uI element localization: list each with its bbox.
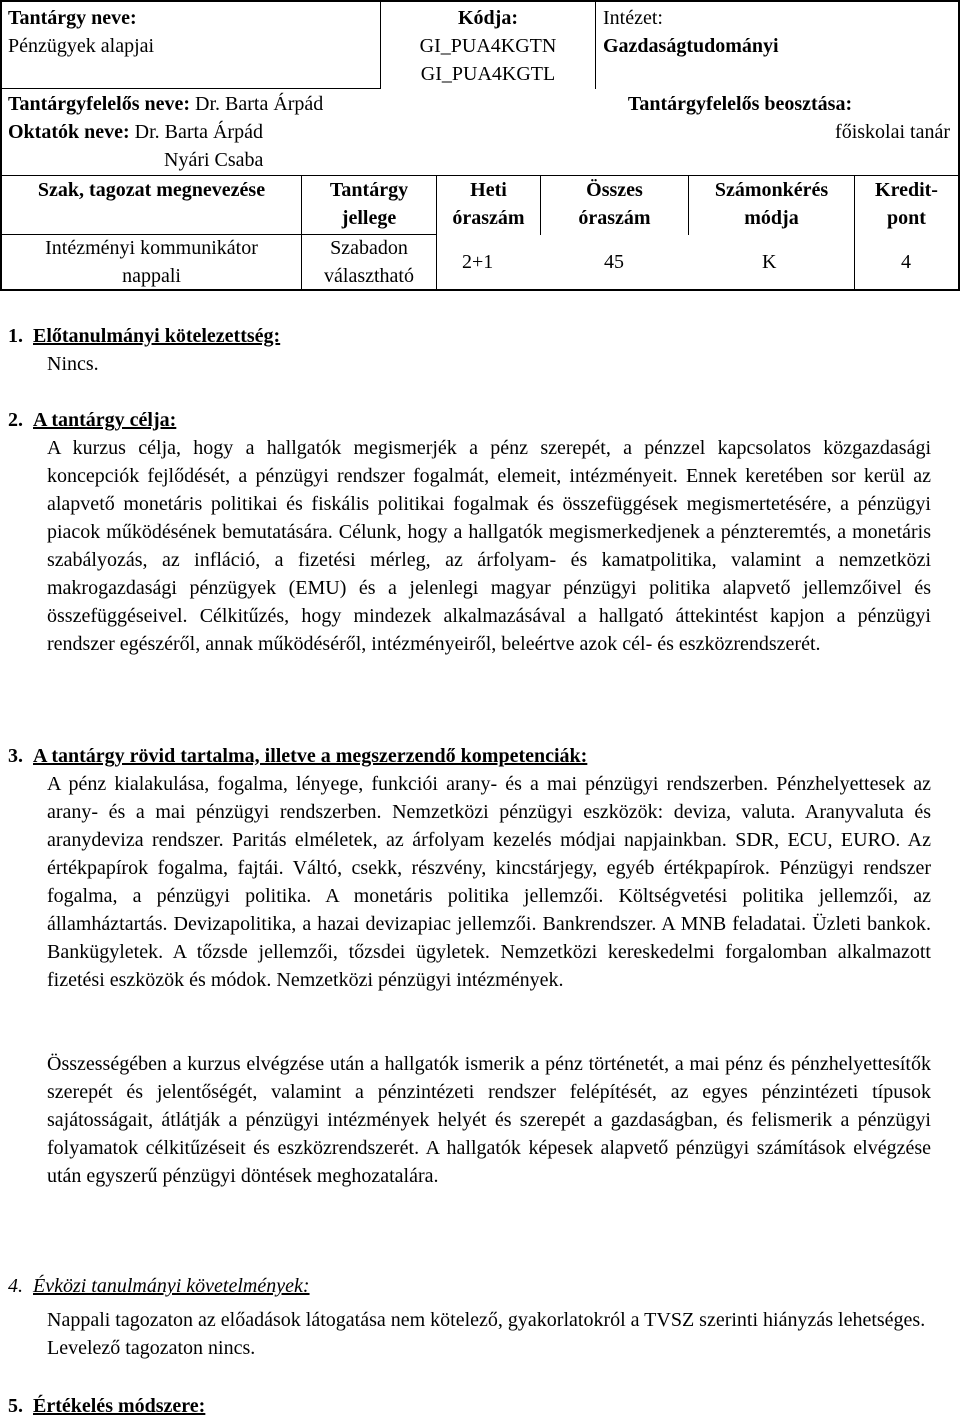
total-hours: 45 (604, 251, 624, 273)
section-2-body: A kurzus célja, hogy a hallgatók megismerjék a pénz szerepét, a pénzzel kapcsolatos közgazdasági koncepciók fejlődését, a pénzügyi rendszer fogalmát, elemeit, intézményeit. Ennek keretében sor kerül az alapvető monetáris politikai és fiskális politikai fogalmak és összefüggések megismertetésére, a pénzügyi piacok működésének bemutatására. Célunk, hogy a hallgatók megismerkedjenek a pénzteremtés, a monetáris szabályozás, az infláció, a fizetési mérleg, az árfolyam- és kamatpolitika, valamint a nemzetközi makrogazdasági pénzügyek (EMU) és a jelenlegi magyar pénzügyi politika alapvető jellemzőivel és összefüggéseivel. Célkitűzés, hogy mindezek alkalmazásával a hallgató áttekintést kapjon a pénzügyi rendszer egészéről, annak működéséről, intézményeiről, beleértve azok cél- és eszközrendszerét. (47, 437, 931, 655)
instructors: Oktatók neve: Dr. Barta Árpád (8, 121, 263, 143)
col-total-header-2: óraszám (578, 207, 651, 229)
institute-name: Gazdaságtudományi (603, 35, 779, 57)
section-3-heading: 3. A tantárgy rövid tartalma, illetve a megszerzendő kompetenciák: (8, 745, 588, 767)
code-label: Kódja: (458, 7, 518, 29)
subject-label: Tantárgy neve: (8, 7, 137, 29)
institute-label: Intézet: (603, 7, 663, 29)
major-name-1: Intézményi kommunikátor (45, 237, 258, 259)
responsible-person: Tantárgyfelelős neve: Dr. Barta Árpád (8, 93, 324, 115)
course-code-1: GI_PUA4KGTN (419, 35, 557, 57)
position-label: Tantárgyfelelős beosztása: (627, 93, 853, 115)
section-1-heading: 1. Előtanulmányi kötelezettség: (8, 325, 281, 347)
col-weekly-header-2: óraszám (452, 207, 525, 229)
section-3-body-2: Összességében a kurzus elvégzése után a hallgatók ismerik a pénz történetét, a mai pénz és pénzhelyettesítők szerepét és jelentőségét, valamint a pénzintézeti rendszer felépítését, az egyes pénzintézeti típusok sajátosságait, átlátják a pénzügyi intézmények helyét és szerepét a gazdaságban, és felismerik a pénzügyi folyamatok célkitűzéseit és eszközrendszerét. A hallgatók képesek alapvető pénzügyi számítások elvégzése után egyszerű pénzügyi döntések meghozatalára. (47, 1053, 931, 1187)
course-type-1: Szabadon (330, 237, 408, 259)
col-credit-header-2: pont (887, 207, 926, 229)
major-name-2: nappali (122, 265, 181, 287)
col-major-header: Szak, tagozat megnevezése (37, 179, 266, 201)
section-4-body: Nappali tagozaton az előadások látogatása nem kötelező, gyakorlatokról a TVSZ szerinti hiányzás lehetséges. Levelező tagozaton nincs. (47, 1309, 926, 1359)
section-4-heading: 4. Évközi tanulmányi követelmények: (8, 1275, 310, 1297)
col-credit-header-1: Kredit- (875, 179, 938, 201)
col-exam-header-1: Számonkérés (714, 179, 829, 201)
credit-points: 4 (901, 251, 911, 273)
course-type-2: választható (324, 265, 414, 287)
section-1-body: Nincs. (47, 353, 99, 375)
col-total-header-1: Összes (586, 179, 643, 201)
col-type-header-2: jellege (341, 207, 397, 229)
section-2-heading: 2. A tantárgy célja: (8, 409, 177, 431)
col-exam-header-2: módja (744, 207, 799, 229)
position-value: főiskolai tanár (835, 121, 950, 143)
col-type-header-1: Tantárgy (329, 179, 409, 201)
instructor-2: Nyári Csaba (164, 149, 264, 171)
subject-name: Pénzügyek alapjai (8, 35, 155, 57)
exam-type: K (762, 251, 777, 273)
weekly-hours: 2+1 (462, 251, 494, 273)
section-5-heading: 5. Értékelés módszere: (8, 1395, 206, 1417)
col-weekly-header-1: Heti (470, 179, 507, 201)
section-3-body-1: A pénz kialakulása, fogalma, lényege, funkciói arany- és a mai pénzügyi rendszerben. Pénzhelyettesek az arany- és a mai pénzügyi rendszerben. Nemzetközi pénzügyi eszközök: deviza, valuta. Aranyvaluta és aranydeviza rendszer. Paritás elméletek, az árfolyam kezelés módjai napjainkban. SDR, ECU, EURO. Az értékpapírok fogalma, fajtái. Váltó, csekk, részvény, kincstárjegy, egyéb értékpapírok. Pénzügyi rendszer fogalma, a pénzügyi politika. A monetáris politika jellemzői. Költségvetési politika jellemzői, az államháztartás. Devizapolitika, a hazai devizapiac jellemzői. Bankrendszer. A MNB feladatai. Üzleti bankok. Bankügyletek. A tőzsde jellemzői, tőzsdei ügyletek. Nemzetközi kereskedelmi forgalomban alkalmazott fizetési eszközök és módok. Nemzetközi pénzügyi intézmények. (47, 773, 931, 991)
course-code-2: GI_PUA4KGTL (420, 63, 556, 85)
